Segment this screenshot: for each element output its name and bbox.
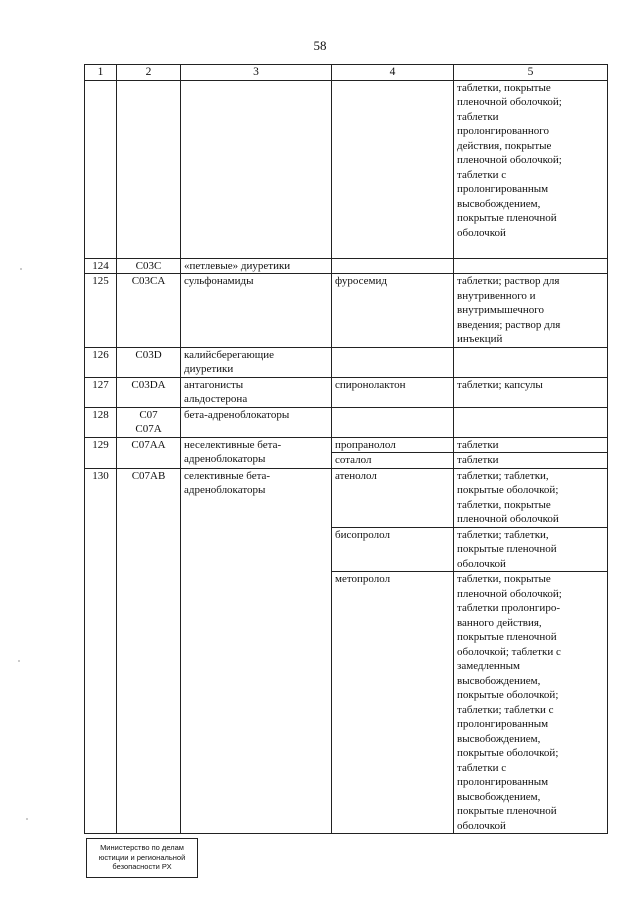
cell-drug: метопролол <box>332 572 454 834</box>
table-row-127 <box>85 377 608 407</box>
cell-number: 128 <box>85 407 117 437</box>
cell-drug: пропранолол <box>332 437 454 453</box>
cell-number: 127 <box>85 377 117 407</box>
cell-forms: таблетки, покрытые пленочной оболочкой; таблетки пролонгиро- ванного действия, покрытые пленочной оболочкой; таблетки с замедленным высвобождением, покрытые оболочкой; таблетки; таблетки с пролонгированным высвобождением, покрытые оболочкой; таблетки с пролонгированным высвобождением, покрытые пленочной оболочкой <box>454 572 608 834</box>
cell-code: C07AA <box>117 437 181 468</box>
table-header-row <box>85 65 608 81</box>
table-row-continuation <box>85 80 608 258</box>
cell-drug: фуросемид <box>332 274 454 348</box>
cell-forms: таблетки <box>454 437 608 453</box>
column-header-5: 5 <box>454 65 608 81</box>
cell-forms: таблетки <box>454 453 608 469</box>
scan-speck <box>20 268 22 270</box>
cell-group: селективные бета- адреноблокаторы <box>181 468 332 834</box>
column-header-2: 2 <box>117 65 181 81</box>
cell-code <box>117 80 181 258</box>
cell-drug <box>332 347 454 377</box>
table-row-124 <box>85 258 608 274</box>
cell-group <box>181 80 332 258</box>
registration-stamp: Министерство по делам юстиции и региональной безопасности РХ <box>86 838 198 878</box>
cell-group: сульфонамиды <box>181 274 332 348</box>
cell-drug: атенолол <box>332 468 454 527</box>
cell-code: C07 C07A <box>117 407 181 437</box>
cell-drug <box>332 80 454 258</box>
table-row-129 <box>85 437 608 453</box>
table-row-128 <box>85 407 608 437</box>
cell-number <box>85 80 117 258</box>
cell-group: калийсберегающие диуретики <box>181 347 332 377</box>
cell-forms: таблетки; таблетки, покрытые оболочкой; таблетки, покрытые пленочной оболочкой <box>454 468 608 527</box>
cell-number: 124 <box>85 258 117 274</box>
cell-number: 125 <box>85 274 117 348</box>
cell-drug: спиронолактон <box>332 377 454 407</box>
cell-number: 126 <box>85 347 117 377</box>
drug-list-table <box>84 64 608 834</box>
cell-forms: таблетки, покрытые пленочной оболочкой; таблетки пролонгированного действия, покрытые пленочной оболочкой; таблетки с пролонгированным высвобождением, покрытые пленочной оболочкой <box>454 80 608 258</box>
scan-speck <box>26 818 28 820</box>
cell-drug <box>332 258 454 274</box>
cell-forms: таблетки; капсулы <box>454 377 608 407</box>
table-row-130 <box>85 468 608 527</box>
cell-number: 130 <box>85 468 117 834</box>
cell-group: неселективные бета- адреноблокаторы <box>181 437 332 468</box>
cell-forms: таблетки; таблетки, покрытые пленочной оболочкой <box>454 527 608 572</box>
cell-forms <box>454 258 608 274</box>
table-row-125 <box>85 274 608 348</box>
cell-group: бета-адреноблокаторы <box>181 407 332 437</box>
cell-group: антагонисты альдостерона <box>181 377 332 407</box>
cell-drug: соталол <box>332 453 454 469</box>
column-header-3: 3 <box>181 65 332 81</box>
page-number: 58 <box>313 38 327 53</box>
cell-drug <box>332 407 454 437</box>
cell-drug: бисопролол <box>332 527 454 572</box>
column-header-1: 1 <box>85 65 117 81</box>
cell-forms <box>454 407 608 437</box>
cell-code: C07AB <box>117 468 181 834</box>
scan-speck <box>18 660 20 662</box>
cell-forms <box>454 347 608 377</box>
column-header-4: 4 <box>332 65 454 81</box>
cell-group: «петлевые» диуретики <box>181 258 332 274</box>
table-row-126 <box>85 347 608 377</box>
cell-code: C03C <box>117 258 181 274</box>
cell-code: C03D <box>117 347 181 377</box>
cell-number: 129 <box>85 437 117 468</box>
cell-code: C03DA <box>117 377 181 407</box>
cell-forms: таблетки; раствор для внутривенного и внутримышечного введения; раствор для инъекций <box>454 274 608 348</box>
cell-code: C03CA <box>117 274 181 348</box>
